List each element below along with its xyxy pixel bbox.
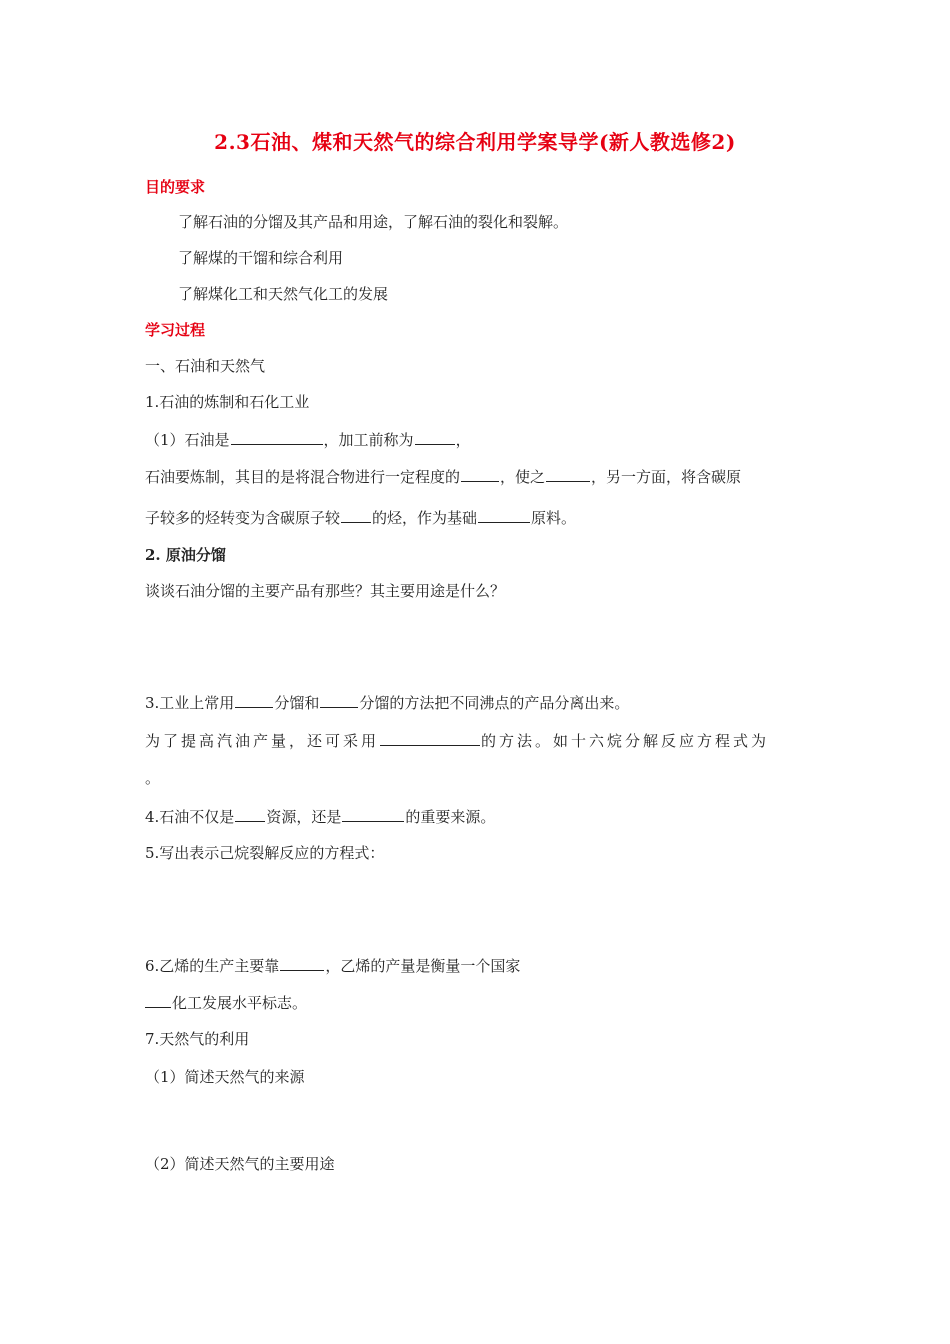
question-1-title: 1.石油的炼制和石化工业 bbox=[145, 393, 310, 411]
page-title: 2.3石油、煤和天然气的综合利用学案导学(新人教选修2) bbox=[214, 130, 736, 154]
answer-blank bbox=[478, 507, 530, 523]
question-text: ， bbox=[455, 431, 471, 449]
question-7-1: （1）简述天然气的来源 bbox=[145, 1068, 305, 1086]
question-text: ，使之 bbox=[500, 468, 546, 486]
question-text: ，乙烯的产量是衡量一个国家 bbox=[325, 957, 521, 975]
answer-blank bbox=[546, 466, 590, 482]
answer-blank bbox=[461, 466, 499, 482]
question-text: 的方法。如十六烷分解反应方程式为 bbox=[481, 732, 770, 750]
question-text: 化工发展水平标志。 bbox=[172, 994, 308, 1012]
question-6-2 bbox=[145, 992, 307, 1013]
question-text: 的重要来源。 bbox=[405, 808, 496, 826]
question-text: 为了提高汽油产量，还可采用 bbox=[145, 732, 380, 750]
question-text: 6.乙烯的生产主要靠 bbox=[145, 957, 280, 975]
answer-blank bbox=[280, 955, 324, 971]
answer-blank bbox=[145, 992, 171, 1008]
question-7-title: 7.天然气的利用 bbox=[145, 1030, 250, 1048]
question-1-2 bbox=[145, 466, 741, 487]
answer-blank bbox=[415, 429, 455, 445]
objective-item: 了解石油的分馏及其产品和用途，了解石油的裂化和裂解。 bbox=[178, 213, 569, 231]
question-text: （1）石油是 bbox=[145, 431, 230, 449]
question-text: 原料。 bbox=[531, 509, 577, 527]
objectives-heading: 目的要求 bbox=[145, 178, 206, 196]
question-6 bbox=[145, 955, 520, 976]
objective-item: 了解煤的干馏和综合利用 bbox=[178, 249, 344, 267]
question-text: 3.工业上常用 bbox=[145, 694, 235, 712]
question-text: 子较多的烃转变为含碳原子较 bbox=[145, 509, 341, 527]
question-text: 资源，还是 bbox=[266, 808, 342, 826]
question-1-1 bbox=[145, 429, 471, 450]
question-7-2: （2）简述天然气的主要用途 bbox=[145, 1155, 335, 1173]
question-text: 分馏的方法把不同沸点的产品分离出来。 bbox=[359, 694, 630, 712]
process-heading: 学习过程 bbox=[145, 321, 206, 339]
answer-blank bbox=[231, 429, 323, 445]
question-3-2 bbox=[145, 730, 769, 751]
answer-blank bbox=[235, 692, 273, 708]
section-heading: 一、石油和天然气 bbox=[145, 357, 266, 375]
answer-blank bbox=[342, 806, 404, 822]
answer-blank bbox=[320, 692, 358, 708]
question-text: ，另一方面，将含碳原 bbox=[591, 468, 742, 486]
question-2-text: 谈谈石油分馏的主要产品有那些？其主要用途是什么？ bbox=[145, 582, 506, 600]
question-text: 石油要炼制，其目的是将混合物进行一定程度的 bbox=[145, 468, 461, 486]
question-text: ，加工前称为 bbox=[323, 431, 414, 449]
question-1-3 bbox=[145, 507, 576, 528]
question-text: 的烃，作为基础 bbox=[372, 509, 478, 527]
question-text: 4.石油不仅是 bbox=[145, 808, 235, 826]
answer-blank bbox=[341, 507, 371, 523]
question-5: 5.写出表示己烷裂解反应的方程式： bbox=[145, 844, 385, 862]
question-3-3: 。 bbox=[145, 769, 161, 787]
answer-blank bbox=[235, 806, 265, 822]
objective-item: 了解煤化工和天然气化工的发展 bbox=[178, 285, 389, 303]
answer-blank bbox=[380, 730, 480, 746]
question-text: 分馏和 bbox=[274, 694, 320, 712]
question-4 bbox=[145, 806, 495, 827]
question-3 bbox=[145, 692, 629, 713]
question-2-title: 2. 原油分馏 bbox=[145, 546, 226, 564]
